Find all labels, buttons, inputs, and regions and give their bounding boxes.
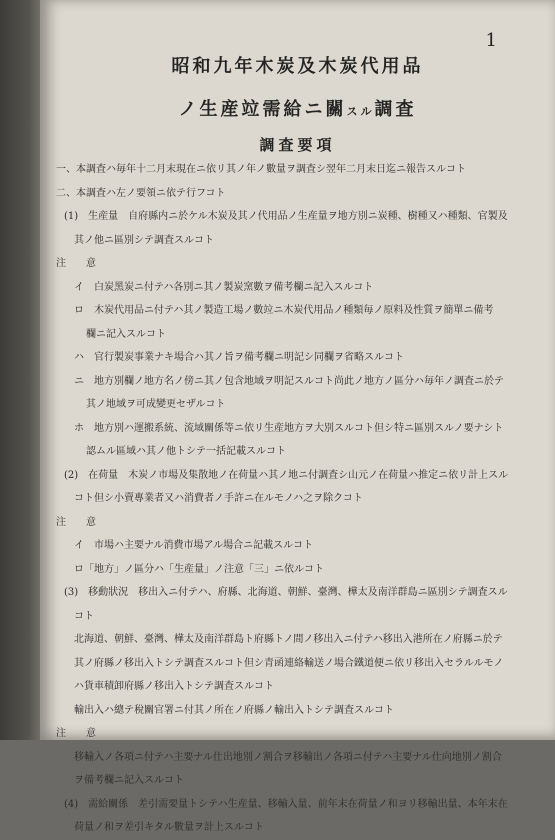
text-line: (3) 移動狀況 移出入ニ付テハ、府縣、北海道、朝鮮、臺灣、樺太及南洋群島ニ區別シテ調査スル <box>64 587 508 598</box>
text-line: ハ貨車積卸府縣ノ移出入トシテ調査スルコト <box>74 681 274 692</box>
text-line: ホ 地方別ハ運搬系統、流域關係等ニ依リ生産地方ヲ大別スルコト但シ特ニ區別スルノ要ナシト <box>74 422 504 434</box>
document-page <box>40 0 555 833</box>
text-line: ロ「地方」ノ區分ハ「生産量」ノ注意「三」ニ依ルコト <box>74 563 324 575</box>
text-line: 其ノ地域ヲ可成變更セザルコト <box>86 399 226 410</box>
text-line: (4) 需給關係 差引需要量トシテハ生産量、移輸入量、前年末在荷量ノ和ヨリ移輸出量、本年末在 <box>64 798 508 810</box>
text-line: 其ノ他ニ區別シテ調査スルコト <box>74 234 214 246</box>
title-line-2-part-b: 調査 <box>374 99 417 120</box>
section-heading: 調査要項 <box>259 136 336 154</box>
text-line: ニ 地方別欄ノ地方名ノ傍ニ其ノ包含地域ヲ明記スルコト尚此ノ地方ノ區分ハ毎年ノ調査ニ於テ <box>74 375 504 387</box>
text-line: ハ 官行製炭事業ナキ場合ハ其ノ旨ヲ備考欄ニ明記シ同欄ヲ省略スルコト <box>74 352 404 363</box>
text-line: 輸出入ハ總テ稅關官署ニ付其ノ所在ノ府縣ノ輸出入トシテ調査スルコト <box>74 704 394 716</box>
text-line: 注 意 <box>56 258 96 269</box>
text-line: 認ムル區域ハ其ノ他トシテ一括記載スルコト <box>86 446 286 457</box>
text-line: (2) 在荷量 木炭ノ市場及集散地ノ在荷量ハ其ノ地ニ付調査シ山元ノ在荷量ハ推定ニ依リ計上スル <box>64 469 509 481</box>
text-line: 二、本調査ハ左ノ要領ニ依テ行フコト <box>56 187 226 199</box>
text-line: 其ノ府縣ノ移出入トシテ調査スルコト但シ青函連絡輸送ノ場合鐵道便ニ依リ移出入セラルルモノ <box>74 657 504 669</box>
text-line: コト但シ小賣專業者又ハ消費者ノ手許ニ在ルモノハ之ヲ除クコト <box>74 493 363 504</box>
document-body <box>56 158 555 840</box>
title-line-2-part-a: ノ生産竝需給ニ關 <box>178 99 347 120</box>
text-line: 北海道、朝鮮、臺灣、樺太及南洋群島ト府縣トノ間ノ移出入ニ付テハ移出入港所在ノ府縣ニ於テ <box>74 634 503 645</box>
text-line: 荷量ノ和ヲ差引キタル數量ヲ計上スルコト <box>74 822 264 833</box>
text-line: 移輸入ノ各項ニ付テハ主要ナル仕出地別ノ割合ヲ移輸出ノ各項ニ付テハ主要ナル仕向地別ノ割合 <box>74 751 502 763</box>
text-line: ヲ備考欄ニ記入スルコト <box>74 775 184 786</box>
text-line: コト <box>74 610 94 622</box>
title-line-2-kana: スル <box>346 105 375 118</box>
title-line-1: 昭和九年木炭及木炭代用品 <box>171 56 424 77</box>
text-line: イ 白炭黑炭ニ付テハ各別ニ其ノ製炭窯數ヲ備考欄ニ記入スルコト <box>74 281 374 293</box>
text-line: 欄ニ記入スルコト <box>86 328 166 340</box>
title-line-2 <box>40 95 555 121</box>
text-line: 注 意 <box>56 728 96 739</box>
text-line: イ 市場ハ主要ナル消費市場アル場合ニ記載スルコト <box>74 540 314 551</box>
text-line: 注 意 <box>56 516 96 528</box>
text-line: ロ 木炭代用品ニ付テハ其ノ製造工場ノ數竝ニ木炭代用品ノ種類毎ノ原料及性質ヲ簡單ニ備考 <box>74 305 494 316</box>
text-line: 一、本調査ハ毎年十二月末現在ニ依リ其ノ年ノ數量ヲ調査シ翌年二月末日迄ニ報告スルコト <box>56 164 466 175</box>
page-number: 1 <box>485 30 497 51</box>
text-line: (1) 生産量 自府縣内ニ於ケル木炭及其ノ代用品ノ生産量ヲ地方別ニ炭種、樹種又ハ種類、官製及 <box>64 211 508 222</box>
